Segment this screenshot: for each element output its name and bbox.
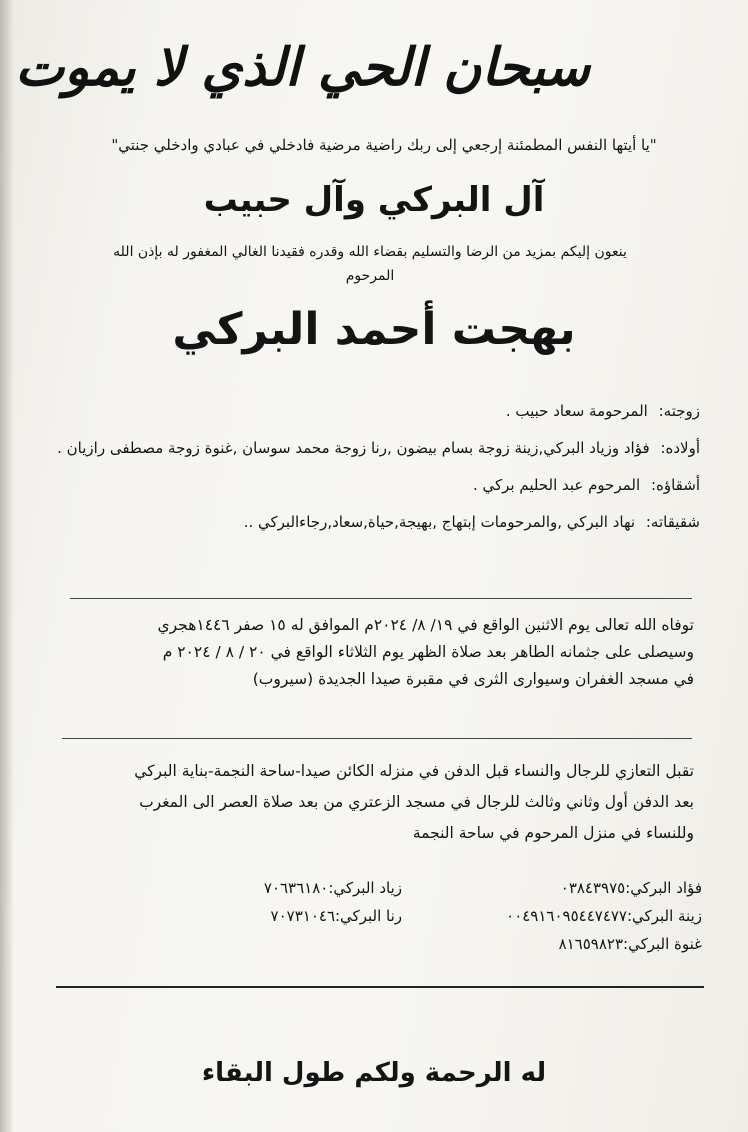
contact-number: ٠٣٨٤٣٩٧٥ <box>560 879 626 897</box>
children-value: فؤاد وزياد البركي,زينة زوجة بسام بيضون ,رنا زوجة محمد سوسان ,غنوة زوجة مصطفى رازيان . <box>57 439 650 457</box>
contact-label: فؤاد البركي: <box>625 879 702 897</box>
announcement-line-1: ينعون إليكم بمزيد من الرضا والتسليم بقضاء الله وقدره فقيدنا الغالي المغفور له بإذن الله <box>113 244 627 260</box>
brothers-label: أشقاؤه: <box>650 476 700 494</box>
condolences-line-3: وللنساء في منزل المرحوم في ساحة النجمة <box>412 824 694 842</box>
wife-label: زوجته: <box>658 402 700 420</box>
contact-item <box>402 902 702 930</box>
sisters-value: نهاد البركي ,والمرحومات إبتهاج ,بهيجة,حياة,سعاد,رجاءالبركي .. <box>243 513 636 531</box>
condolences-line-2: بعد الدفن أول وثاني وثالث للرجال في مسجد الزعتري من بعد صلاة العصر الى المغرب <box>139 793 694 811</box>
death-line-2: وسيصلى على جثمانه الطاهر بعد صلاة الظهر يوم الثلاثاء الواقع في ٢٠ / ٨ / ٢٠٢٤ م <box>162 643 694 661</box>
closing-phrase: له الرحمة ولكم طول البقاء <box>201 1058 547 1088</box>
contact-label: زينة البركي: <box>627 907 702 925</box>
contact-label: غنوة البركي: <box>623 935 702 953</box>
contacts-row-2 <box>22 902 702 930</box>
header-calligraphy: سبحان الحي الذي لا يموت <box>15 37 590 98</box>
relative-row-brothers <box>20 474 700 497</box>
contact-number: ٠٠٤٩١٦٠٩٥٤٤٧٤٧٧ <box>506 907 627 925</box>
contact-item <box>402 874 702 902</box>
contact-number: ٨١٦٥٩٨٢٣ <box>558 935 624 953</box>
relative-row-sisters <box>20 511 700 534</box>
divider-2 <box>62 738 692 739</box>
contact-label: رنا البركي: <box>335 907 402 925</box>
quran-verse: "يا أيتها النفس المطمئنة إرجعي إلى ربك راضية مرضية فادخلي في عبادي وادخلي جنتي" <box>111 136 657 154</box>
page-edge-shadow <box>0 0 14 1132</box>
announcement-line-2: المرحوم <box>345 268 395 284</box>
contacts-row-3 <box>22 930 702 958</box>
divider-1 <box>70 598 692 599</box>
deceased-name: بهجت أحمد البركي <box>172 304 576 355</box>
families-title: آل البركي وآل حبيب <box>203 180 545 220</box>
relative-row-children <box>20 437 700 460</box>
contact-label: زياد البركي: <box>328 879 402 897</box>
death-info <box>24 612 694 693</box>
contact-item <box>402 930 702 958</box>
children-label: أولاده: <box>660 439 700 457</box>
contact-item <box>112 874 402 902</box>
contact-number: ٧٠٦٣٦١٨٠ <box>263 879 329 897</box>
contact-item <box>112 902 402 930</box>
wife-value: المرحومة سعاد حبيب . <box>505 402 648 420</box>
death-line-3: في مسجد الغفران وسيوارى الثرى في مقبرة صيدا الجديدة (سيروب) <box>252 670 694 688</box>
contact-number: ٧٠٧٣١٠٤٦ <box>270 907 335 925</box>
death-line-1: توفاه الله تعالى يوم الاثنين الواقع في ١٩/ ٨/ ٢٠٢٤م الموافق له ١٥ صفر ١٤٤٦هجري <box>157 616 694 634</box>
condolences-info <box>24 756 694 849</box>
contacts-row-1 <box>22 874 702 902</box>
announcement <box>40 240 700 288</box>
contacts-list <box>22 874 702 958</box>
divider-3 <box>56 986 704 988</box>
brothers-value: المرحوم عبد الحليم بركي . <box>472 476 641 494</box>
sisters-label: شقيقاته: <box>645 513 700 531</box>
relatives-list <box>20 400 700 548</box>
condolences-line-1: تقبل التعازي للرجال والنساء قبل الدفن في منزله الكائن صيدا-ساحة النجمة-بناية البركي <box>134 762 694 780</box>
relative-row-wife <box>20 400 700 423</box>
